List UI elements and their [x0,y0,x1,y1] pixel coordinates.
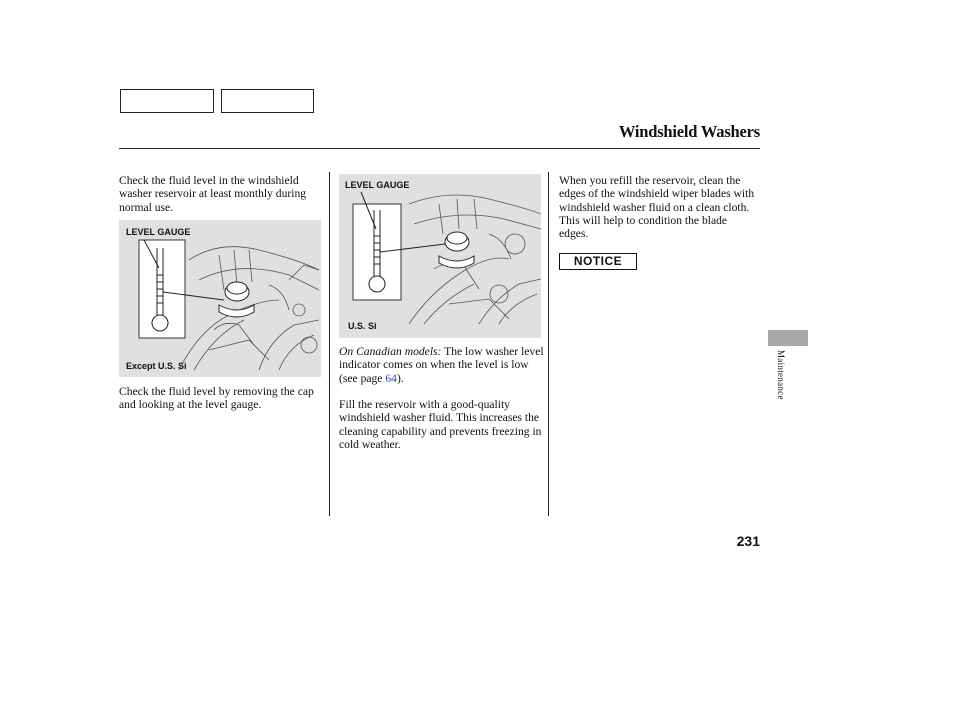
page-number: 231 [736,533,760,549]
column-divider-1 [329,172,330,516]
canadian-models-paragraph [339,345,544,385]
body-paragraph: Check the fluid level by removing the cap and looking at the level gauge. [119,385,314,412]
washer-reservoir-illustration-icon [119,220,321,377]
section-tab[interactable] [768,330,808,346]
washer-reservoir-illustration-icon [339,174,541,338]
notice-badge: NOTICE [559,253,637,270]
intro-paragraph: Check the fluid level in the windshield washer reservoir at least monthly during normal use. [119,174,307,214]
figure-label-model: Except U.S. Si [126,361,187,371]
figure-label-level-gauge: LEVEL GAUGE [345,180,410,190]
figure-us-si [339,174,541,338]
nav-box-contents[interactable] [120,89,214,113]
figure-except-us-si [119,220,321,377]
column-divider-2 [548,172,549,516]
figure-label-model: U.S. Si [348,321,377,331]
page-reference-link[interactable]: 64 [385,371,397,385]
section-label: Maintenance [776,350,786,400]
nav-box-index[interactable] [221,89,314,113]
fill-paragraph: Fill the reservoir with a good-quality windshield washer fluid. This increases the cleaning capability and prevents freezing in cold weather. [339,398,542,451]
canadian-text-end: ). [396,371,404,385]
header-rule [119,148,760,149]
page-title: Windshield Washers [618,122,760,141]
canadian-text: The low washer level indicator comes on when the level is low (see page [339,345,544,385]
figure-label-level-gauge: LEVEL GAUGE [126,227,191,237]
canadian-lead: On Canadian models: [339,345,442,358]
refill-paragraph: When you refill the reservoir, clean the edges of the windshield wiper blades with windshield washer fluid on a clean cloth. This will help to condition the blade edges. [559,174,755,241]
